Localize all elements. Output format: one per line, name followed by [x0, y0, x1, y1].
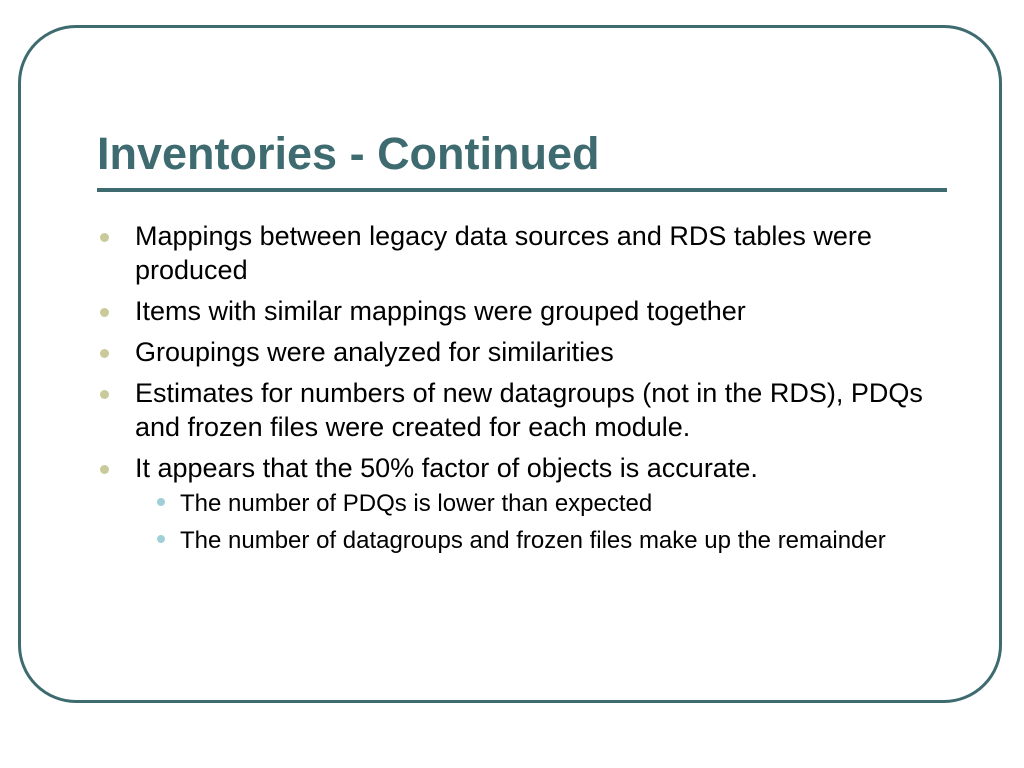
- bullet-item: [97, 219, 937, 287]
- subbullet-list: [135, 489, 937, 556]
- bullet-dot-icon: [100, 465, 109, 474]
- bullet-text: Mappings between legacy data sources and RDS tables were produced: [135, 221, 872, 285]
- bullet-dot-icon: [100, 233, 109, 242]
- bullet-item: [97, 335, 937, 369]
- subbullet-item: [135, 489, 937, 519]
- subbullet-dot-icon: [157, 535, 165, 543]
- bullet-item: [97, 376, 937, 444]
- bullet-text: It appears that the 50% factor of objects is accurate.: [135, 453, 758, 483]
- bullet-dot-icon: [100, 349, 109, 358]
- bullet-text: Groupings were analyzed for similarities: [135, 337, 614, 367]
- subbullet-dot-icon: [157, 498, 165, 506]
- title-underline: [97, 188, 947, 192]
- bullet-dot-icon: [100, 308, 109, 317]
- subbullet-text: The number of datagroups and frozen files make up the remainder: [180, 527, 886, 554]
- subbullet-text: The number of PDQs is lower than expected: [180, 490, 653, 517]
- bullet-item: [97, 294, 937, 328]
- bullet-text: Estimates for numbers of new datagroups (not in the RDS), PDQs and frozen files were created for each module.: [135, 378, 923, 442]
- bullet-item: [97, 451, 937, 556]
- bullet-text: Items with similar mappings were grouped together: [135, 296, 746, 326]
- slide-title: Inventories - Continued: [97, 128, 600, 179]
- bullet-dot-icon: [100, 390, 109, 399]
- subbullet-item: [135, 526, 937, 556]
- bullet-list: [97, 219, 937, 563]
